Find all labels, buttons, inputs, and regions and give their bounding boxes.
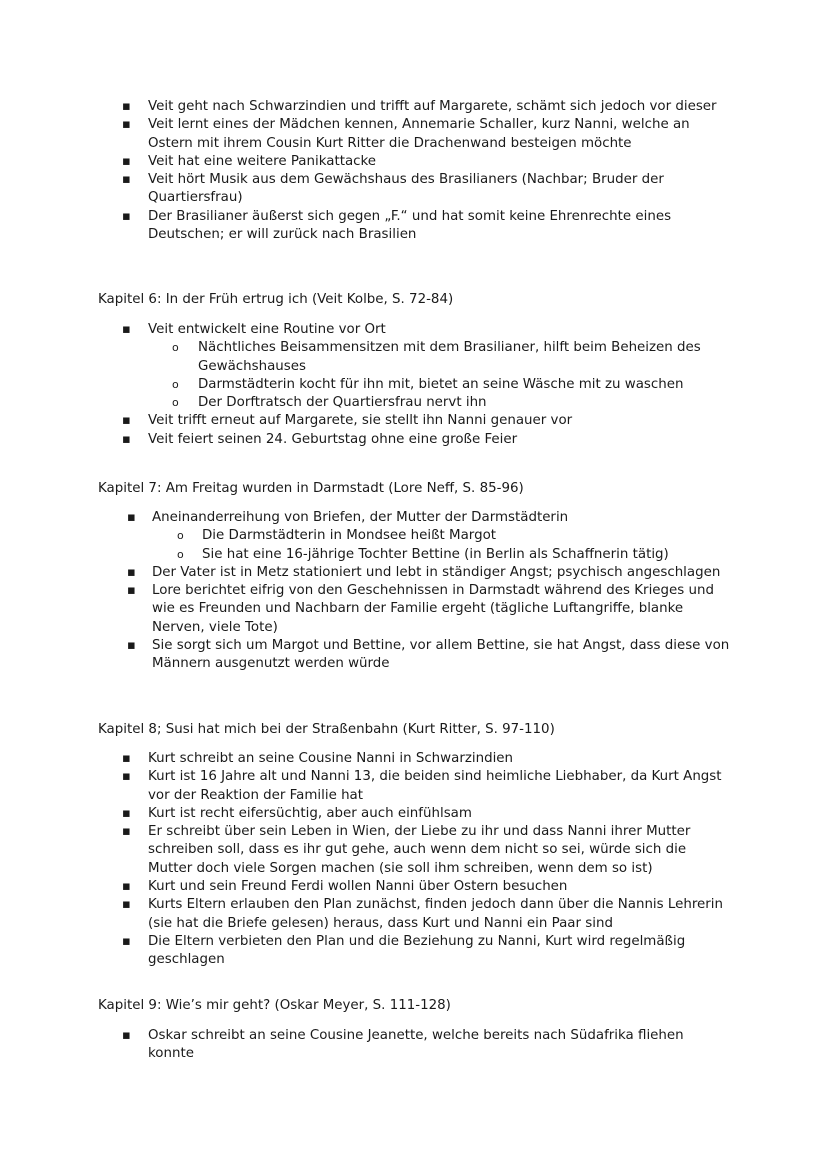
bullet-icon: ▪ [122,879,131,895]
circle-bullet-icon: o [177,529,184,543]
chapter-7-list [0,509,828,674]
sub-list-item: o Nächtliches Beisammensitzen mit dem Brasilianer, hilft beim Beheizen des Gewächshauses [172,340,701,374]
bullet-icon: ▪ [122,322,131,337]
list-item: ▪ Oskar schreibt an seine Cousine Jeanette, welche bereits nach Südafrika fliehen konnte [122,1028,684,1062]
bullet-icon: ▪ [122,413,131,429]
chapter-heading-9: Kapitel 9: Wie’s mir geht? (Oskar Meyer, S. 111-128) [98,998,451,1013]
bullet-icon: ▪ [122,117,131,133]
bullet-icon: ▪ [127,583,136,599]
chapter-heading-7: Kapitel 7: Am Freitag wurden in Darmstadt (Lore Neff, S. 85-96) [98,481,524,496]
list-item: ▪ Der Brasilianer äußerst sich gegen „F.“ und hat somit keine Ehrenrechte eines Deutschen; er will zurück nach Brasilien [122,208,672,243]
list-item: ▪ Kurt und sein Freund Ferdi wollen Nanni über Ostern besuchen [0,878,828,896]
bullet-list [0,321,828,339]
bullet-icon: ▪ [122,933,131,949]
bullet-icon: ▪ [127,564,136,580]
list-item: ▪ Kurt schreibt an seine Cousine Nanni in Schwarzindien [0,750,828,768]
chapter-heading-8: Kapitel 8; Susi hat mich bei der Straßenbahn (Kurt Ritter, S. 97-110) [98,722,555,737]
list-item: ▪ Aneinanderreihung von Briefen, der Mutter der Darmstädterin [0,509,828,527]
list-item: ▪ Die Eltern verbieten den Plan und die Beziehung zu Nanni, Kurt wird regelmäßig geschlagen [122,933,686,968]
chapter-6-list [0,321,828,449]
bullet-list [0,509,828,527]
list-item: ▪ Veit trifft erneut auf Margarete, sie stellt ihn Nanni genauer vor [0,412,828,430]
sub-bullet-list [0,527,828,564]
bullet-icon: ▪ [122,751,131,766]
bullet-icon: ▪ [122,897,131,913]
circle-bullet-icon: o [177,547,184,561]
bullet-icon: ▪ [122,769,131,785]
list-item: ▪ Kurt ist recht eifersüchtig, aber auch einfühlsam [0,805,828,823]
list-item: ▪ Lore berichtet eifrig von den Geschehnissen in Darmstadt während des Krieges und wie es Freunden und Nachbarn der Familie ergeht (tägliche Luftangriffe, blanke Nerven, viele Tote) [127,583,714,635]
list-item: ▪ Veit feiert seinen 24. Geburtstag ohne eine große Feier [0,431,828,449]
section-top-list [0,98,828,244]
circle-bullet-icon: o [172,396,179,410]
bullet-icon: ▪ [122,208,131,224]
list-item: ▪ Veit lernt eines der Mädchen kennen, Annemarie Schaller, kurz Nanni, welche an Ostern mit ihrem Cousin Kurt Ritter die Drachenwand besteigen möchte [122,117,690,151]
list-item: ▪ Kurts Eltern erlauben den Plan zunächst, finden jedoch dann über die Nannis Lehrerin (sie hat die Briefe gelesen) heraus, dass Kurt und Nanni ein Paar sind [122,897,723,931]
list-item: ▪ Sie sorgt sich um Margot und Bettine, vor allem Bettine, sie hat Angst, dass diese von Männern ausgenutzt werden würde [127,638,730,672]
sub-list-item: o Der Dorftratsch der Quartiersfrau nervt ihn [0,394,828,412]
bullet-list [0,564,828,674]
list-item: ▪ Veit hat eine weitere Panikattacke [0,153,828,171]
list-item: ▪ Kurt ist 16 Jahre alt und Nanni 13, die beiden sind heimliche Liebhaber, da Kurt Angst vor der Reaktion der Familie hat [122,769,722,803]
bullet-icon: ▪ [122,153,131,169]
bullet-icon: ▪ [122,1028,131,1043]
bullet-icon: ▪ [122,824,131,840]
bullet-icon: ▪ [122,805,131,821]
list-item: ▪ Veit geht nach Schwarzindien und trifft auf Margarete, schämt sich jedoch vor dieser [0,98,828,116]
bullet-list [0,1027,828,1064]
sub-list-item: o Darmstädterin kocht für ihn mit, bietet an seine Wäsche mit zu waschen [0,376,828,394]
sub-list-item: o Die Darmstädterin in Mondsee heißt Margot [0,527,828,545]
list-item: ▪ Er schreibt über sein Leben in Wien, der Liebe zu ihr und dass Nanni ihrer Mutter schreiben soll, dass es ihr gut gehe, auch wenn dem nicht so sei, würde sich die Mutter doch viele Sorgen machen (sie soll ihm schreiben, wenn dem so ist) [122,824,691,876]
circle-bullet-icon: o [172,377,179,391]
list-item: ▪ Veit hört Musik aus dem Gewächshaus des Brasilianers (Nachbar; Bruder der Quartiersfrau) [122,172,664,206]
chapter-8-list [0,750,828,970]
sub-bullet-list [0,339,828,412]
bullet-icon: ▪ [122,431,131,447]
bullet-icon: ▪ [127,510,136,525]
bullet-list [0,412,828,449]
sub-list-item: o Sie hat eine 16-jährige Tochter Bettine (in Berlin als Schaffnerin tätig) [0,546,828,564]
circle-bullet-icon: o [172,341,179,355]
bullet-icon: ▪ [122,99,131,114]
bullet-list [0,98,828,244]
list-item: ▪ Veit entwickelt eine Routine vor Ort [0,321,828,339]
chapter-9-list [0,1027,828,1064]
bullet-icon: ▪ [127,638,136,654]
bullet-icon: ▪ [122,172,131,188]
bullet-list [0,750,828,970]
list-item: ▪ Der Vater ist in Metz stationiert und lebt in ständiger Angst; psychisch angeschlagen [0,564,828,582]
chapter-heading-6: Kapitel 6: In der Früh ertrug ich (Veit Kolbe, S. 72-84) [98,292,454,307]
